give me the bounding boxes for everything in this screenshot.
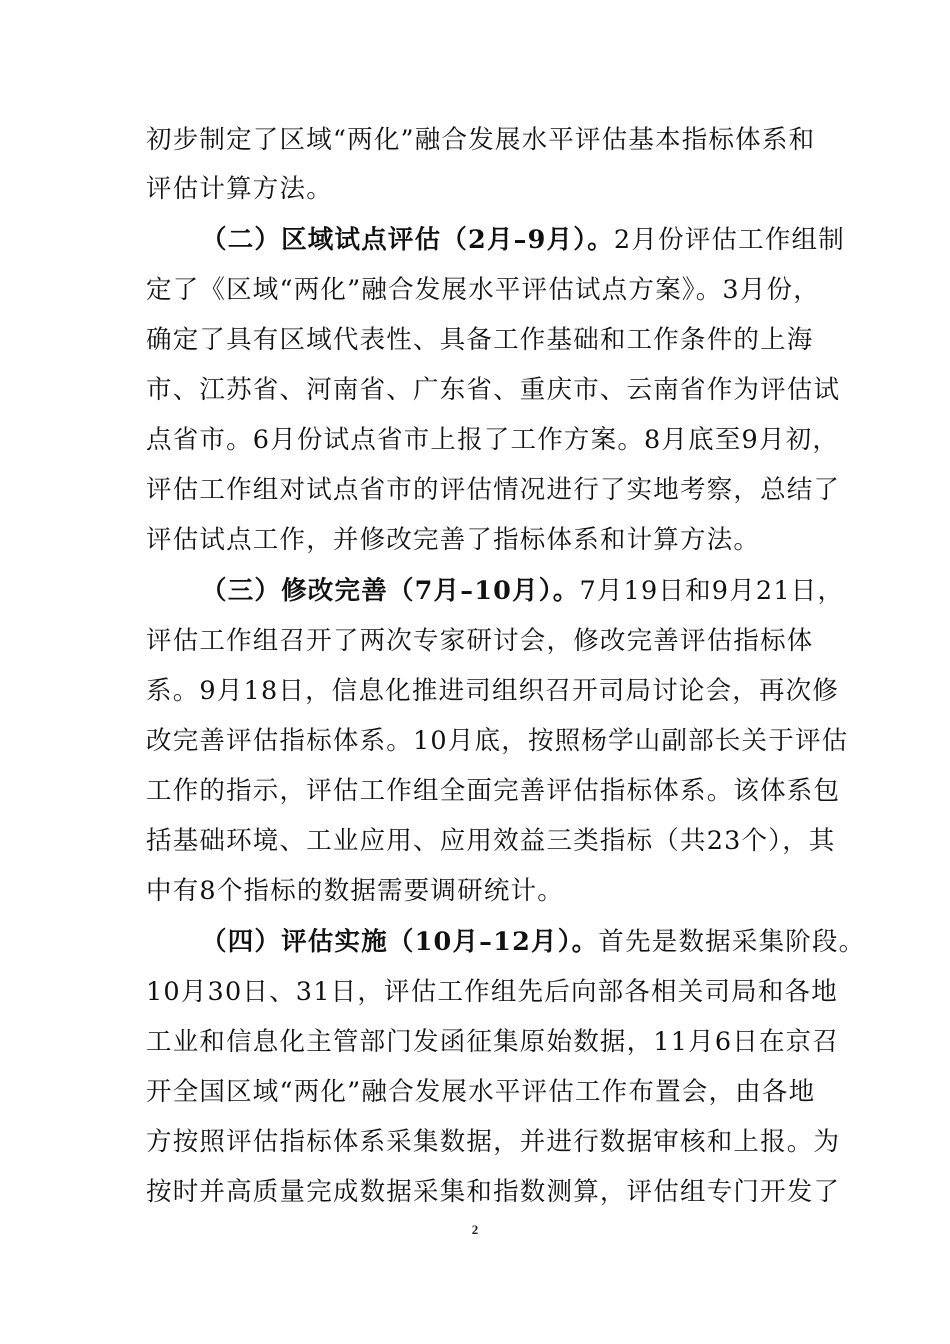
page-number: 2 — [471, 1222, 479, 1237]
text-run: 首先是数据采集阶段。 — [598, 927, 866, 957]
text-line: 评估工作组召开了两次专家研讨会，修改完善评估指标体 — [146, 626, 814, 656]
text-line: 初步制定了区域“两化”融合发展水平评估基本指标体系和 — [146, 125, 816, 155]
section-heading: （三）修改完善（7月–10月）。 — [201, 576, 580, 606]
paragraph-first-line — [201, 223, 845, 257]
section-heading: （二）区域试点评估（2月–9月）。 — [201, 225, 614, 255]
text-line: 评估计算方法。 — [146, 174, 333, 204]
text-line: 按时并高质量完成数据采集和指数测算，评估组专门开发了 — [146, 1177, 841, 1207]
text-line: 市、江苏省、河南省、广东省、重庆市、云南省作为评估试 — [146, 375, 841, 405]
text-line: 开全国区域“两化”融合发展水平评估工作布置会，由各地 — [146, 1077, 816, 1107]
paragraph-first-line — [201, 925, 866, 959]
text-line: 10月30日、31日，评估工作组先后向部各相关司局和各地 — [146, 977, 838, 1007]
text-run: 7月19日和9月21日， — [579, 576, 845, 606]
text-line: 确定了具有区域代表性、具备工作基础和工作条件的上海 — [146, 325, 814, 355]
text-line: 工作的指示，评估工作组全面完善评估指标体系。该体系包 — [146, 776, 841, 806]
text-line: 定了《区域“两化”融合发展水平评估试点方案》。3月份， — [146, 275, 820, 305]
text-line: 中有8个指标的数据需要调研统计。 — [146, 876, 564, 906]
text-line: 评估试点工作，并修改完善了指标体系和计算方法。 — [146, 525, 761, 555]
text-line: 点省市。6月份试点省市上报了工作方案。8月底至9月初， — [146, 425, 840, 455]
section-heading: （四）评估实施（10月–12月）。 — [201, 927, 599, 957]
text-line: 括基础环境、工业应用、应用效益三类指标（共23个），其 — [146, 826, 836, 856]
text-line: 评估工作组对试点省市的评估情况进行了实地考察，总结了 — [146, 475, 841, 505]
text-line: 方按照评估指标体系采集数据，并进行数据审核和上报。为 — [146, 1127, 841, 1157]
text-line: 改完善评估指标体系。10月底，按照杨学山副部长关于评估 — [146, 726, 849, 756]
text-run: 2月份评估工作组制 — [613, 225, 845, 255]
paragraph-first-line — [201, 574, 845, 608]
text-line: 系。9月18日，信息化推进司组织召开司局讨论会，再次修 — [146, 676, 840, 706]
text-line: 工业和信息化主管部门发函征集原始数据，11月6日在京召 — [146, 1027, 840, 1057]
